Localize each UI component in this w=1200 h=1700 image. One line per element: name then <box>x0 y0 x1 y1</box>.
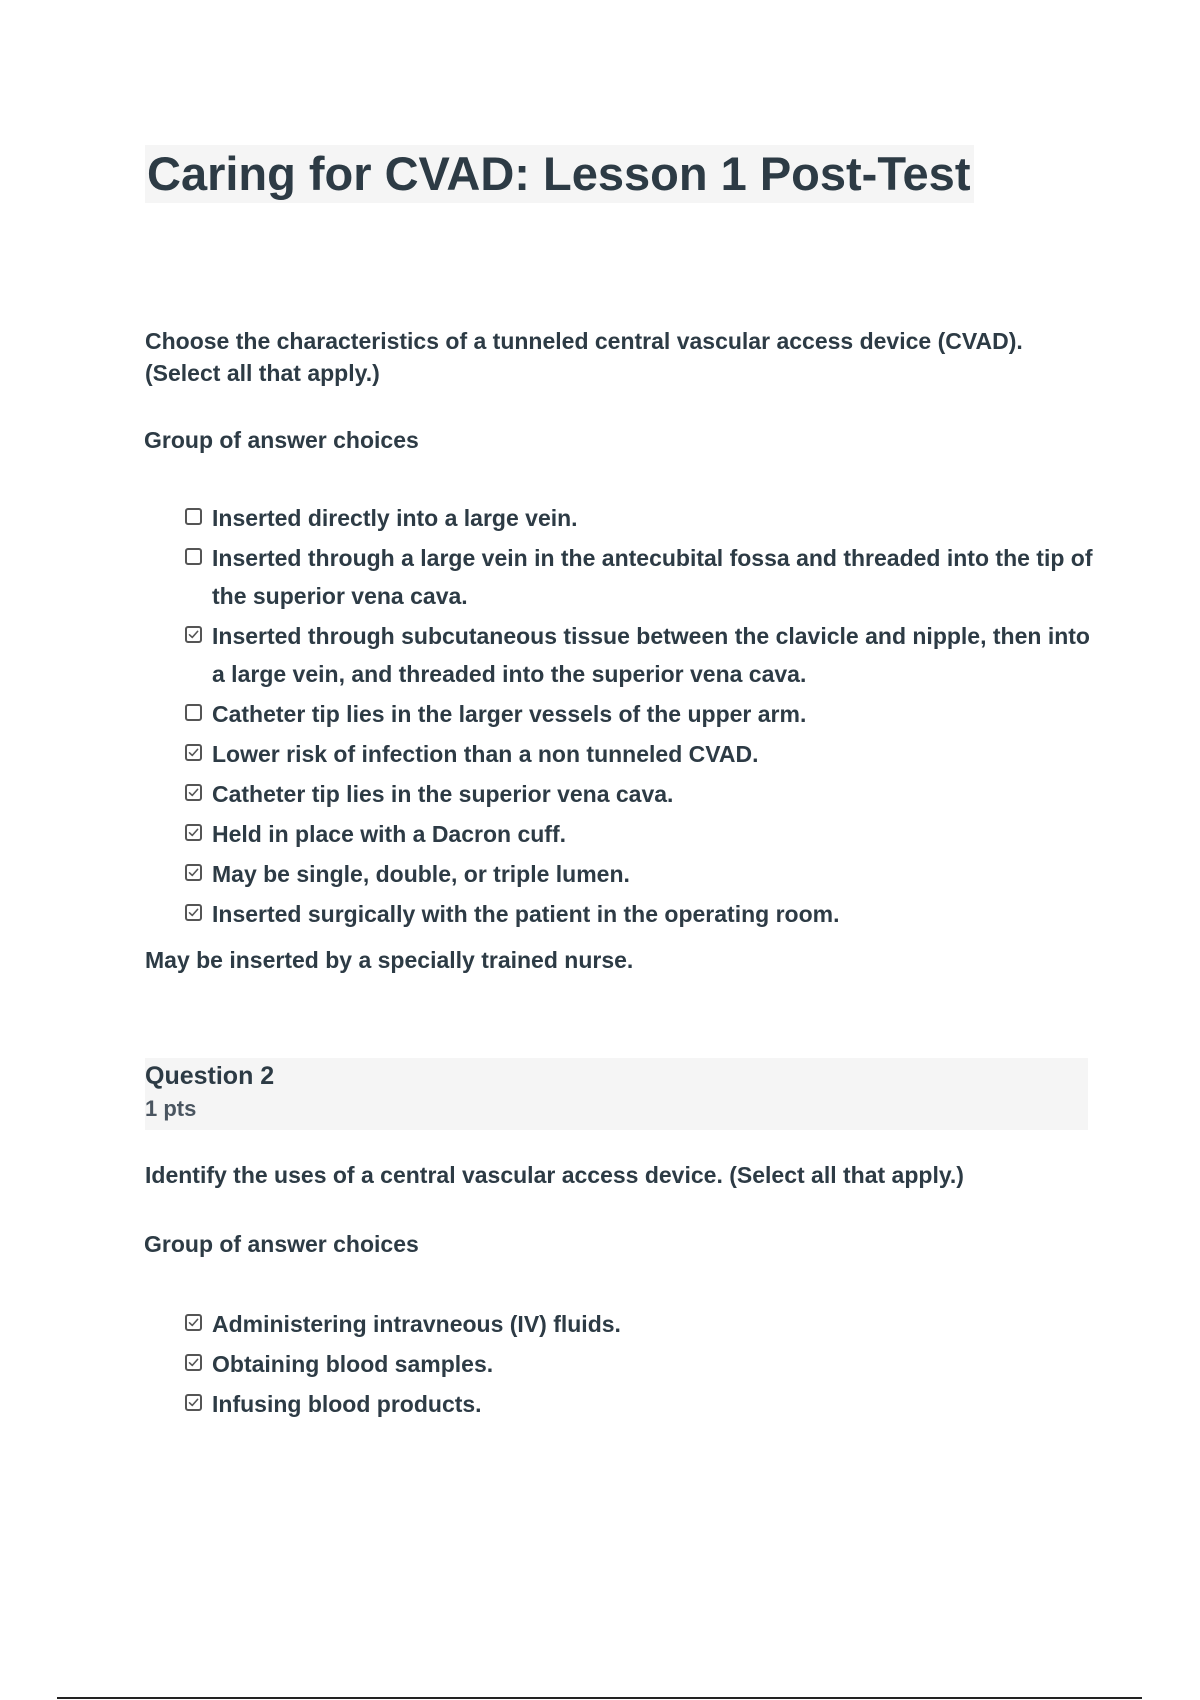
answer-option[interactable] <box>183 1385 1093 1423</box>
question-2-text: Identify the uses of a central vascular access device. (Select all that apply.) <box>145 1162 964 1188</box>
answer-option[interactable] <box>183 735 1093 773</box>
answer-label: Inserted through subcutaneous tissue between the clavicle and nipple, then into a large vein, and threaded into the superior vena cava. <box>212 623 1090 687</box>
checked-checkbox-icon[interactable] <box>185 784 202 801</box>
answer-label: Catheter tip lies in the superior vena cava. <box>212 781 674 807</box>
answer-option[interactable] <box>183 815 1093 853</box>
answer-label: Administering intravneous (IV) fluids. <box>212 1311 621 1337</box>
answer-option[interactable] <box>183 895 1093 933</box>
answer-option[interactable] <box>183 695 1093 733</box>
answer-label: Inserted directly into a large vein. <box>212 505 578 531</box>
answer-option[interactable] <box>183 617 1093 693</box>
answer-label: Obtaining blood samples. <box>212 1351 494 1377</box>
answer-label: Catheter tip lies in the larger vessels of the upper arm. <box>212 701 807 727</box>
checked-checkbox-icon[interactable] <box>185 744 202 761</box>
answer-option[interactable] <box>183 499 1093 537</box>
question-2-title: Question 2 <box>145 1062 275 1090</box>
answer-option[interactable] <box>183 775 1093 813</box>
checked-checkbox-icon[interactable] <box>185 1394 202 1411</box>
page-title-container <box>145 145 974 203</box>
checked-checkbox-icon[interactable] <box>185 626 202 643</box>
answer-option[interactable] <box>183 1305 1093 1343</box>
question-2-points: 1 pts <box>145 1096 197 1121</box>
checked-checkbox-icon[interactable] <box>185 864 202 881</box>
checked-checkbox-icon[interactable] <box>185 1314 202 1331</box>
checkbox-icon[interactable] <box>185 704 202 721</box>
page-divider <box>57 1697 1142 1699</box>
question-1-answer-list <box>183 499 1093 935</box>
question-1-text: Choose the characteristics of a tunneled central vascular access device (CVAD). (Select all that apply.) <box>145 328 1023 386</box>
answer-option[interactable] <box>183 1345 1093 1383</box>
checked-checkbox-icon[interactable] <box>185 1354 202 1371</box>
question-2-group-label: Group of answer choices <box>144 1231 419 1257</box>
checked-checkbox-icon[interactable] <box>185 824 202 841</box>
answer-label: Inserted surgically with the patient in the operating room. <box>212 901 840 927</box>
page-title: Caring for CVAD: Lesson 1 Post-Test <box>147 147 971 200</box>
answer-label: Lower risk of infection than a non tunneled CVAD. <box>212 741 759 767</box>
question-1-group-label: Group of answer choices <box>144 427 419 453</box>
answer-label: Infusing blood products. <box>212 1391 482 1417</box>
answer-option[interactable] <box>183 539 1093 615</box>
question-1-trailing-note: May be inserted by a specially trained nurse. <box>145 947 634 973</box>
checkbox-icon[interactable] <box>185 508 202 525</box>
answer-label: May be single, double, or triple lumen. <box>212 861 630 887</box>
answer-label: Inserted through a large vein in the antecubital fossa and threaded into the tip of the superior vena cava. <box>212 545 1093 609</box>
question-2-answer-list <box>183 1305 1093 1425</box>
checked-checkbox-icon[interactable] <box>185 904 202 921</box>
checkbox-icon[interactable] <box>185 548 202 565</box>
answer-label: Held in place with a Dacron cuff. <box>212 821 567 847</box>
question-2-header <box>145 1058 1088 1130</box>
answer-option[interactable] <box>183 855 1093 893</box>
